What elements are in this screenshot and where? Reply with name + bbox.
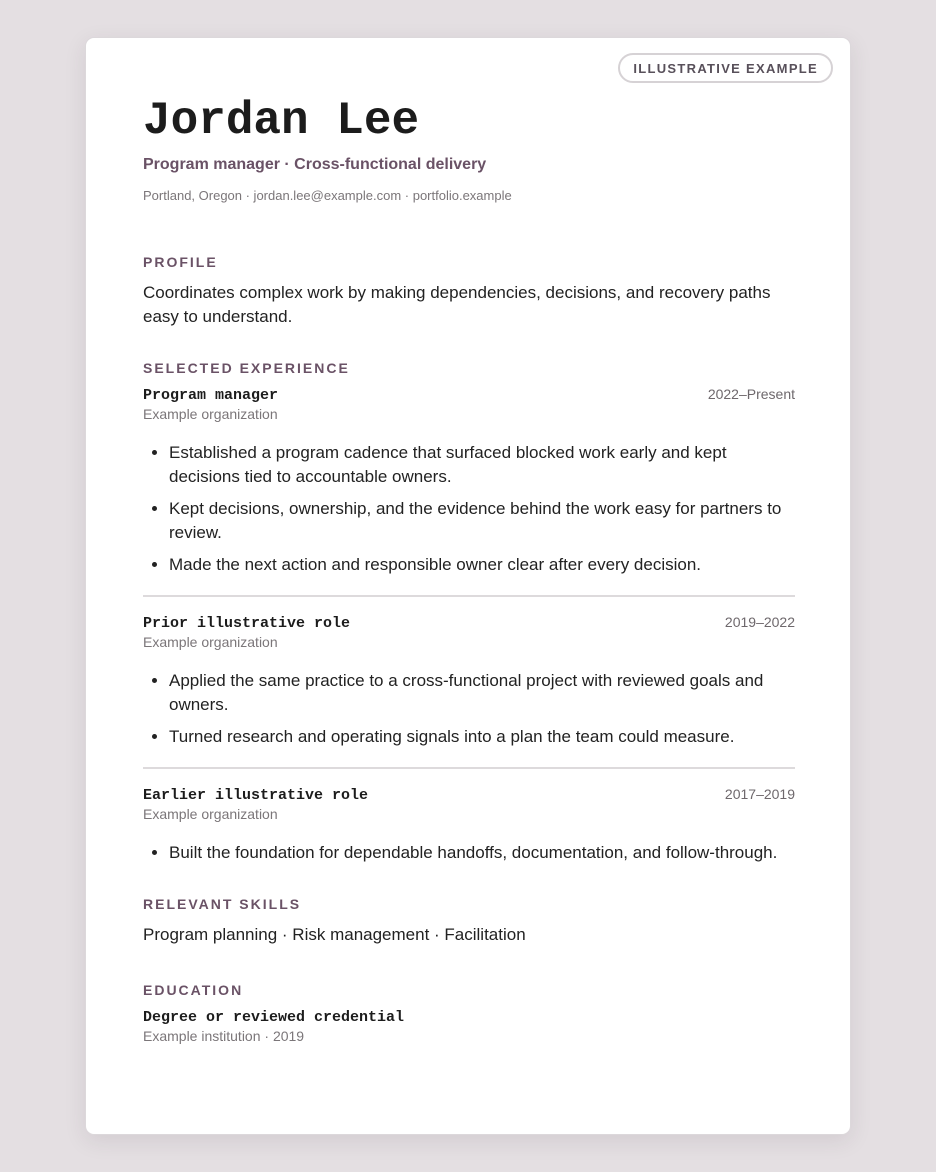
role-divider: [143, 767, 795, 769]
profile-heading: PROFILE: [143, 254, 218, 270]
candidate-headline: Program manager · Cross-functional delivery: [143, 156, 487, 173]
role-divider: [143, 595, 795, 597]
experience-heading: SELECTED EXPERIENCE: [143, 360, 350, 376]
illustrative-example-badge: ILLUSTRATIVE EXAMPLE: [618, 53, 833, 83]
role-dates: 2019–2022: [724, 614, 795, 630]
role-organization: Example organization: [143, 806, 278, 822]
role-bullet: • Applied the same practice to a cross-functional project with reviewed goals and owners.: [169, 669, 795, 717]
education-heading: EDUCATION: [143, 982, 244, 998]
role-organization: Example organization: [143, 634, 278, 650]
education-detail: Example institution · 2019: [143, 1028, 305, 1044]
resume-page: [85, 37, 851, 1135]
role-bullet: • Established a program cadence that surfaced blocked work early and kept decisions tied to accountable owners.: [169, 441, 795, 489]
profile-text: Coordinates complex work by making dependencies, decisions, and recovery paths easy to understand.: [143, 283, 771, 326]
role-bullet: • Kept decisions, ownership, and the evidence behind the work easy for partners to review.: [169, 497, 795, 545]
skills-heading: RELEVANT SKILLS: [143, 896, 302, 912]
role-bullet: • Built the foundation for dependable handoffs, documentation, and follow-through.: [169, 841, 795, 865]
role-bullet-list: [143, 441, 795, 585]
role-title: Program manager: [143, 387, 279, 404]
contact-line: Portland, Oregon · jordan.lee@example.com · portfolio.example: [143, 188, 512, 203]
candidate-name: Jordan Lee: [143, 95, 420, 147]
role-bullet-list: [143, 841, 795, 873]
role-bullet: • Turned research and operating signals into a plan the team could measure.: [169, 725, 795, 749]
skills-text: Program planning · Risk management · Facilitation: [143, 925, 526, 944]
education-title: Degree or reviewed credential: [143, 1009, 405, 1026]
role-bullet-list: [143, 669, 795, 757]
role-title: Earlier illustrative role: [143, 787, 369, 804]
role-bullet: • Made the next action and responsible owner clear after every decision.: [169, 553, 795, 577]
role-title: Prior illustrative role: [143, 615, 351, 632]
role-dates: 2017–2019: [724, 786, 795, 802]
role-dates: 2022–Present: [707, 386, 795, 402]
role-organization: Example organization: [143, 406, 278, 422]
